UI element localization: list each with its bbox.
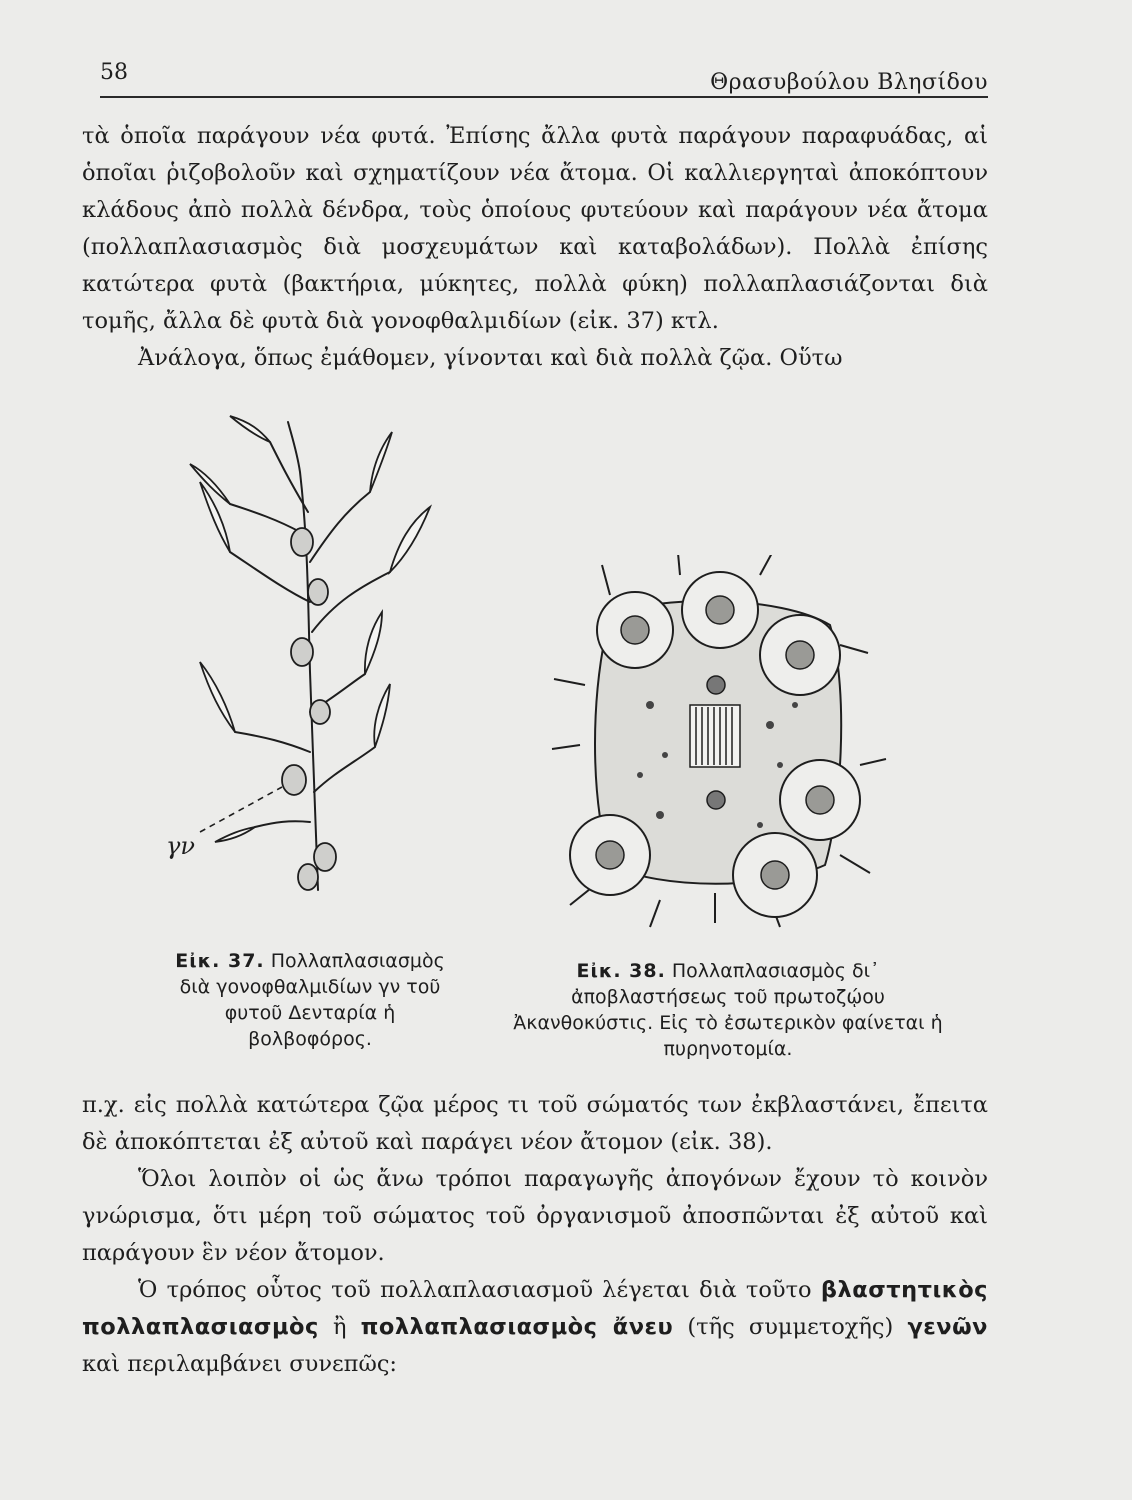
page-number: 58 [100, 60, 128, 85]
text-block-top [82, 118, 988, 377]
caption-38-number: Εἰκ. 38. [576, 960, 666, 982]
paragraph-2: Ἀνάλογα, ὅπως ἐμάθομεν, γίνονται καὶ διὰ πολλὰ ζῷα. Οὕτω [138, 345, 843, 371]
leaf [200, 662, 235, 732]
caption-37-number: Εἰκ. 37. [175, 950, 265, 972]
figure-label-gn: γν [166, 832, 195, 860]
paragraph-1: τὰ ὁποῖα παράγουν νέα φυτά. Ἐπίσης ἄλλα φυτὰ παράγουν παραφυάδας, αἱ ὁποῖαι ῥιζοβολοῦν καὶ σχηματίζουν νέα ἄτομα. Οἱ καλλιεργηταὶ ἀποκόπτουν κλάδους ἀπὸ πολλὰ δένδρα, τοὺς ὁποίους φυτεύουν καὶ παράγουν νέα ἄτομα (πολλαπλασιασμὸς διὰ μοσχευμάτων καὶ καταβολάδων). Πολλὰ ἐπίσης κατώτερα φυτὰ (βακτήρια, μύκητες, πολλὰ φύκη) πολλαπλασιάζονται διὰ τομῆς, ἄλλα δὲ φυτὰ διὰ γονοφθαλμιδίων (εἰκ. 37) κτλ. [82, 123, 988, 334]
bulbil [314, 843, 336, 871]
bulbil [282, 765, 306, 795]
leaf [365, 612, 382, 674]
figure-38-protozoan-illustration [540, 555, 890, 930]
running-title: Θρασυβούλου Βλησίδου [710, 70, 988, 95]
figure-37-plant-illustration [160, 412, 450, 912]
label-pointer [200, 787, 282, 832]
leaf [370, 432, 392, 492]
paragraph-3: π.χ. εἰς πολλὰ κατώτερα ζῷα μέρος τι τοῦ σώματός των ἐκβλαστάνει, ἔπειτα δὲ ἀποκόπτεται ἐξ αὐτοῦ καὶ παράγει νέον ἄτομον (εἰκ. 38). [82, 1092, 988, 1155]
leaf [374, 684, 390, 747]
leaf [200, 482, 230, 552]
paragraph-4: Ὅλοι λοιπὸν οἱ ὡς ἄνω τρόποι παραγωγῆς ἀπογόνων ἔχουν τὸ κοινὸν γνώρισμα, ὅτι μέρη τοῦ σώματος τοῦ ὀργανισμοῦ ἀποσπῶνται ἐξ αὐτοῦ καὶ παράγουν ἓν νέον ἄτομον. [82, 1166, 988, 1266]
term-reproduction-without: πολλαπλασιασμὸς ἄνευ [360, 1314, 674, 1340]
bulbil [298, 864, 318, 890]
p5-mid: (τῆς συμμετοχῆς) [687, 1314, 894, 1340]
bulbil [291, 638, 313, 666]
term-gametes: γενῶν [907, 1314, 989, 1340]
caption-38-text: Πολλαπλασιασμὸς δι᾽ ἀποβλαστήσεως τοῦ πρωτοζῴου Ἀκανθοκύστις. Εἰς τὸ ἐσωτερικὸν φαίνεται ἡ πυρηνοτομία. [513, 960, 943, 1060]
leaf [230, 416, 270, 442]
p5-end: καὶ περιλαμβάνει συνεπῶς: [82, 1351, 397, 1377]
text-block-bottom [82, 1087, 988, 1383]
figure-37-caption [160, 948, 460, 1052]
figure-38-caption [512, 958, 944, 1062]
bulbil [310, 700, 330, 724]
bulbil [308, 579, 328, 605]
leaf [215, 827, 255, 842]
leaf [390, 507, 430, 572]
caption-37-text: Πολλαπλασιασμὸς διὰ γονοφθαλμιδίων γν τοῦ φυτοῦ Δενταρία ἡ βολβοφόρος. [179, 950, 445, 1050]
p5-start: Ὁ τρόπος οὗτος τοῦ πολλαπλασιασμοῦ λέγεται διὰ τοῦτο [138, 1277, 812, 1303]
term-vegetative-reproduction: βλαστητικὸς πολλαπλασιασμὸς [82, 1277, 988, 1340]
p5-or: ἢ [332, 1314, 347, 1340]
paragraph-5 [82, 1272, 988, 1383]
page-header [100, 56, 988, 98]
bulbil [291, 528, 313, 556]
